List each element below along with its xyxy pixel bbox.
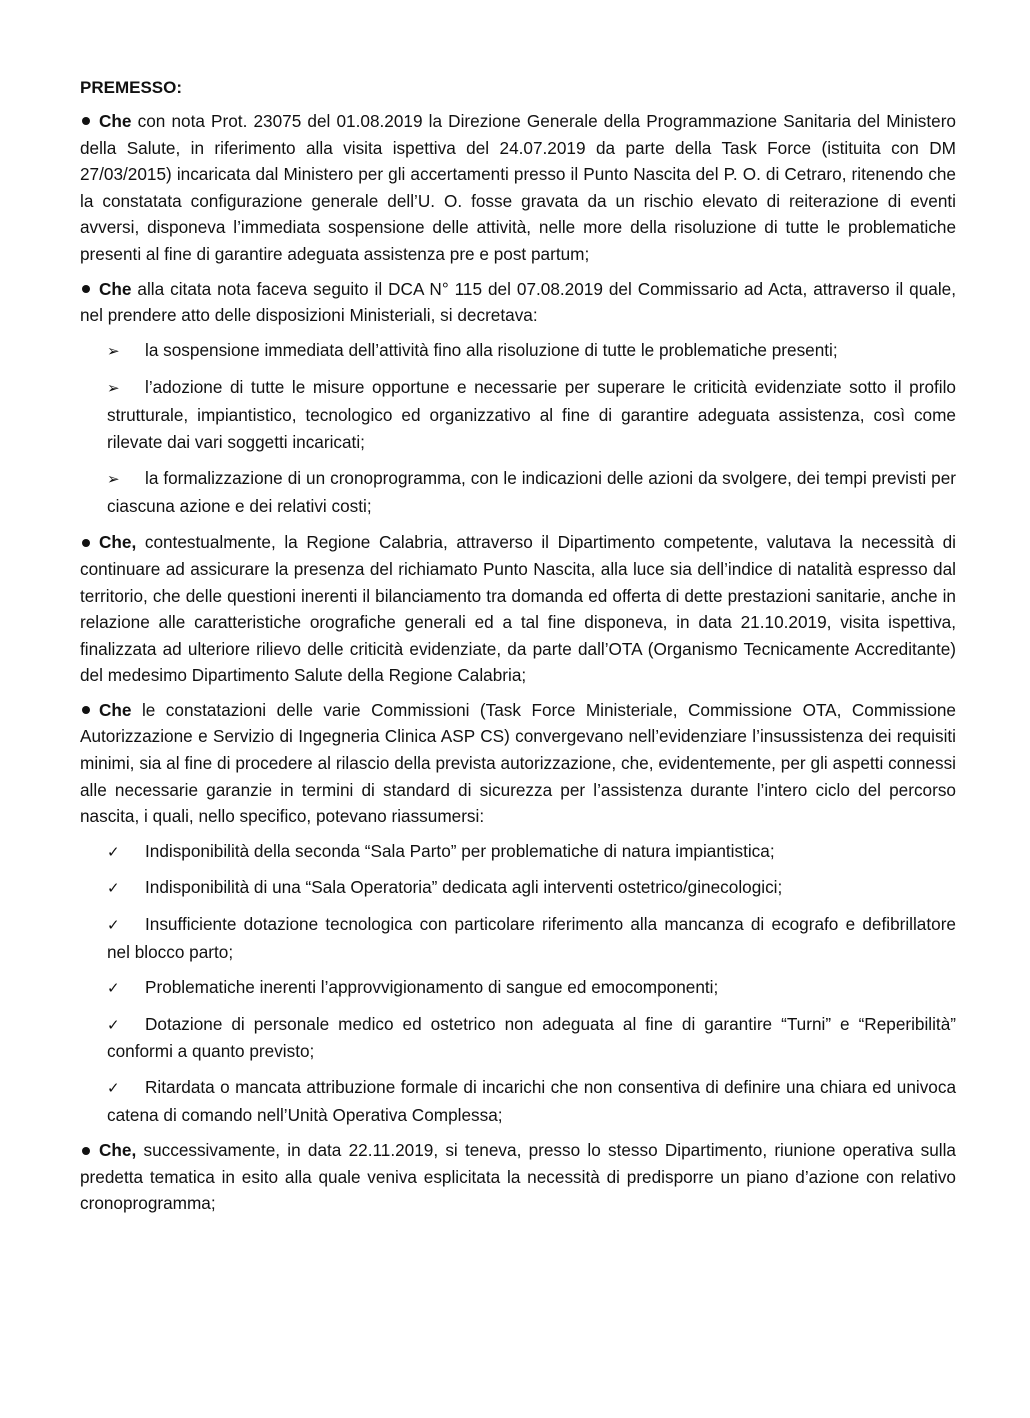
checkmark-icon: ✓ bbox=[107, 1015, 120, 1034]
bullet-dot-icon bbox=[82, 285, 90, 293]
decree-list bbox=[80, 337, 956, 520]
premise-paragraph-2 bbox=[80, 276, 956, 329]
decree-list-item bbox=[107, 337, 956, 365]
checklist-item bbox=[107, 974, 956, 1002]
list-item-text: la sospensione immediata dell’attività fino alla risoluzione di tutte le problematiche presenti; bbox=[145, 339, 838, 360]
bullet-dot-icon bbox=[82, 1147, 90, 1155]
deficiency-checklist bbox=[80, 838, 956, 1128]
paragraph-text: successivamente, in data 22.11.2019, si teneva, presso lo stesso Dipartimento, riunione operativa sulla predetta tematica in esito alla quale veniva esplicitata la necessità di predisporre un piano d’azione con relativo cronoprogramma; bbox=[80, 1140, 956, 1214]
premise-paragraph-1 bbox=[80, 108, 956, 268]
list-item-text: Problematiche inerenti l’approvvigionamento di sangue ed emocomponenti; bbox=[145, 977, 719, 998]
list-item-text: la formalizzazione di un cronoprogramma, con le indicazioni delle azioni da svolgere, dei tempi previsti per ciascuna azione e dei relativi costi; bbox=[107, 468, 956, 516]
premise-paragraph-3 bbox=[80, 529, 956, 689]
paragraph-text: con nota Prot. 23075 del 01.08.2019 la Direzione Generale della Programmazione Sanitaria del Ministero della Salute, in riferimento alla visita ispettiva del 24.07.2019 da parte della Task Force (istituita con DM 27/03/2015) incaricata dal Ministero per gli accertamenti presso il Punto Nascita del P. O. di Cetraro, ritenendo che la constatata configurazione generale dell’U. O. fosse gravata da un rischio elevato di reiterazione di eventi avversi, disponeva l’immediata sospensione delle attività, nelle more della risoluzione di tutte le problematiche presenti al fine di garantire adeguata assistenza pre e post partum; bbox=[80, 111, 956, 264]
bullet-dot-icon bbox=[82, 117, 90, 125]
bullet-dot-icon bbox=[82, 539, 90, 547]
checkmark-icon: ✓ bbox=[107, 1079, 120, 1097]
list-item-text: Ritardata o mancata attribuzione formale di incarichi che non consentiva di definire una chiara ed univoca catena di comando nell’Unità Operativa Complessa; bbox=[107, 1077, 956, 1125]
arrowhead-right-icon: ➢ bbox=[107, 470, 120, 489]
list-item-text: Indisponibilità della seconda “Sala Parto” per problematiche di natura impiantistica; bbox=[145, 840, 775, 861]
checklist-item bbox=[107, 874, 956, 902]
section-heading: PREMESSO: bbox=[80, 78, 183, 97]
premise-paragraph-4 bbox=[80, 697, 956, 830]
checklist-item bbox=[107, 838, 956, 866]
arrowhead-right-icon: ➢ bbox=[107, 341, 120, 360]
list-item-text: Indisponibilità di una “Sala Operatoria” dedicata agli interventi ostetrico/ginecologici; bbox=[145, 877, 783, 898]
checklist-item bbox=[107, 1011, 956, 1065]
decree-list-item bbox=[107, 465, 956, 519]
bullet-dot-icon bbox=[82, 706, 90, 714]
list-item-text: l’adozione di tutte le misure opportune e necessarie per superare le criticità evidenziate sotto il profilo strutturale, impiantistico, tecnologico ed organizzativo al fine di garantire adeguata assistenza, così come rilevate dai vari soggetti incaricati; bbox=[107, 377, 956, 452]
checkmark-icon: ✓ bbox=[107, 879, 120, 898]
paragraph-lead: Che bbox=[99, 278, 132, 299]
paragraph-text: contestualmente, la Regione Calabria, attraverso il Dipartimento competente, valutava la necessità di continuare ad assicurare la presenza del richiamato Punto Nascita, alla luce sia dell’indice di natalità espresso dal territorio, che delle questioni inerenti il bilanciamento tra domanda ed offerta di dette prestazioni sanitarie, anche in relazione alle caratteristiche orografiche generali ed a tal fine disponeva, in data 21.10.2019, visita ispettiva, finalizzata ad ulteriore rilievo delle criticità evidenziate, da parte dall’OTA (Organismo Tecnicamente Accreditante) del medesimo Dipartimento Salute della Regione Calabria; bbox=[80, 532, 956, 686]
checkmark-icon: ✓ bbox=[107, 916, 120, 935]
list-item-text: Insufficiente dotazione tecnologica con particolare riferimento alla mancanza di ecografo e defibrillatore nel blocco parto; bbox=[107, 914, 956, 962]
paragraph-lead: Che, bbox=[99, 1140, 137, 1161]
arrowhead-right-icon: ➢ bbox=[107, 379, 120, 398]
paragraph-lead: Che bbox=[99, 699, 132, 720]
checklist-item bbox=[107, 1074, 956, 1128]
paragraph-lead: Che bbox=[99, 111, 132, 131]
checkmark-icon: ✓ bbox=[107, 842, 120, 861]
checkmark-icon: ✓ bbox=[107, 979, 120, 998]
decree-list-item bbox=[107, 374, 956, 455]
list-item-text: Dotazione di personale medico ed ostetrico non adeguata al fine di garantire “Turni” e “Reperibilità” conformi a quanto previsto; bbox=[107, 1013, 956, 1062]
checklist-item bbox=[107, 911, 956, 965]
paragraph-lead: Che, bbox=[99, 532, 137, 553]
document-page bbox=[80, 76, 956, 1225]
paragraph-text: alla citata nota faceva seguito il DCA N° 115 del 07.08.2019 del Commissario ad Acta, attraverso il quale, nel prendere atto delle disposizioni Ministeriali, si decretava: bbox=[80, 278, 956, 326]
paragraph-text: le constatazioni delle varie Commissioni (Task Force Ministeriale, Commissione OTA, Commissione Autorizzazione e Servizio di Ingegneria Clinica ASP CS) convergevano nell’evidenziare l’insussistenza dei requisiti minimi, sia al fine di procedere al rilascio della prevista autorizzazione, che, evidentemente, per gli aspetti connessi alle necessarie garanzie in termini di standard di sicurezza per l’assistenza durante l’intero ciclo del percorso nascita, i quali, nello specifico, potevano riassumersi: bbox=[80, 699, 956, 827]
premise-paragraph-5 bbox=[80, 1137, 956, 1217]
